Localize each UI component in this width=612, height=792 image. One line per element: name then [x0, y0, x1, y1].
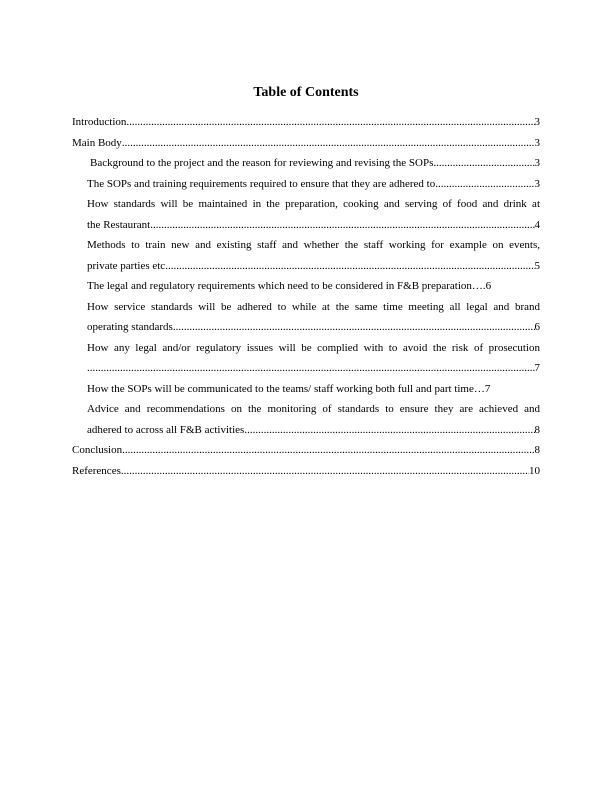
toc-entry-text: How the SOPs will be communicated to the teams/ staff working both full and part time [87, 382, 474, 395]
toc-entry-text: operating standards [87, 321, 173, 333]
toc-page-number: 4 [534, 218, 540, 231]
toc-page-number: 8 [534, 423, 540, 436]
toc-entry-text: the Restaurant [87, 218, 151, 231]
toc-entry-background[interactable] [72, 153, 540, 174]
toc-leader-dots [126, 112, 534, 133]
toc-entry-text: The SOPs and training requirements required to ensure that they are adhered to [87, 177, 436, 190]
toc-page-number: 7 [484, 382, 491, 395]
toc-entry-sops-communicated[interactable] [72, 379, 540, 400]
toc-leader-dots [244, 420, 534, 441]
toc-entry-text: Background to the project and the reason for reviewing and revising the SOPs [90, 157, 434, 169]
toc-leader-dots [173, 317, 535, 338]
toc-entry-main-body[interactable] [72, 133, 540, 154]
toc-leader-dots [150, 215, 534, 236]
toc-leader-dots [121, 461, 529, 482]
toc-leader-dots [122, 440, 534, 461]
toc-leader-dots [122, 133, 535, 154]
toc-entry-introduction[interactable] [72, 112, 540, 133]
toc-leader-dots [87, 358, 535, 379]
toc-entry-advice-recommendations[interactable] [72, 399, 540, 440]
toc-title: Table of Contents [253, 85, 359, 100]
toc-page-number: 3 [534, 136, 540, 149]
toc-entry-text: Introduction [72, 116, 127, 128]
toc-entry-references[interactable] [72, 461, 540, 482]
toc-page-number: 8 [534, 444, 540, 456]
toc-page-number: 6 [534, 321, 540, 333]
toc-leader-ellipsis: …. [471, 280, 486, 292]
toc-entry-text: private parties etc [87, 259, 166, 272]
toc-page-number: 5 [534, 259, 540, 272]
toc-entry-methods-to-train[interactable] [72, 235, 540, 276]
toc-page-number: 3 [534, 157, 540, 169]
toc-entry-text-line1: Advice and recommendations on the monitoring of standards to ensure they are achieved and [87, 403, 540, 415]
toc-page-number: 3 [534, 116, 540, 128]
toc-page-number: 10 [529, 464, 540, 477]
toc-entry-service-standards[interactable] [72, 297, 540, 338]
toc-entry-standards-maintained[interactable] [72, 194, 540, 235]
toc-entry-legal-issues[interactable] [72, 338, 540, 379]
toc-entry-text: adhered to across all F&B activities [87, 423, 245, 436]
toc-page-number: 6 [485, 280, 492, 292]
toc-entry-text: Conclusion [72, 444, 123, 456]
toc-leader-dots [165, 256, 534, 277]
toc-entry-text-line1: How any legal and/or regulatory issues will be complied with to avoid the risk of prosecution [87, 341, 540, 354]
toc-entry-legal-regulatory[interactable] [72, 276, 540, 297]
toc-entry-text: The legal and regulatory requirements which need to be considered in F&B preparation [87, 280, 472, 292]
toc-entry-sops-training[interactable] [72, 174, 540, 195]
toc-entry-text: Main Body [72, 136, 122, 149]
toc-entry-text-line1: How service standards will be adhered to while at the same time meeting all legal and brand [87, 300, 540, 313]
toc-leader-dots [433, 153, 534, 174]
toc-entry-conclusion[interactable] [72, 440, 540, 461]
toc-leader-dots [435, 174, 534, 195]
toc-page-number: 7 [534, 362, 540, 374]
toc-entry-text-line1: Methods to train new and existing staff and whether the staff working for example on events, [87, 239, 540, 251]
toc-page-number: 3 [534, 177, 540, 190]
toc-leader-ellipsis: … [473, 382, 485, 395]
toc-entry-text: References [72, 464, 121, 477]
toc-list [72, 112, 540, 481]
toc-entry-text-line1: How standards will be maintained in the preparation, cooking and serving of food and drink at [87, 198, 540, 210]
